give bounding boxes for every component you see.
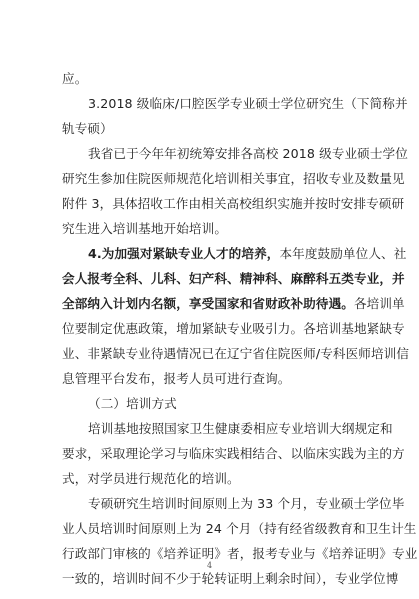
body-text (62, 66, 418, 591)
bold-text: 全部纳入计划内名额，享受国家和省财政补助待遇。 (62, 296, 354, 311)
text-segment: 各培训单 (353, 296, 405, 311)
text-line: 业人员培训时间原则上为 24 个月（持有经省级教育和卫生计生 (62, 521, 417, 536)
text-segment: 本年度鼓励单位人、社 (279, 246, 407, 261)
text-line: 业、非紧缺专业待遇情况已在辽宁省住院医师/专科医师培训信 (62, 346, 410, 361)
text-line: 究生进入培训基地开始培训。 (62, 221, 228, 236)
text-line: 轨专硕） (62, 121, 113, 136)
text-line: 要求，采取理论学习与临床实践相结合、以临床实践为主的方 (62, 446, 405, 461)
text-line: 行政部门审核的《培养证明》者，报考专业与《培养证明》专业 (62, 546, 418, 561)
text-line: 专硕研究生培训时间原则上为 33 个月，专业硕士学位毕 (88, 496, 405, 511)
text-line: 培训基地按照国家卫生健康委相应专业培训大纲规定和 (88, 421, 393, 436)
text-line: 息管理平台发布，报考人员可进行查询。 (62, 371, 291, 386)
text-line: 应。 (62, 71, 88, 86)
text-line: 位要制定优惠政策，增加紧缺专业吸引力。各培训基地紧缺专 (62, 321, 405, 336)
text-line: 一致的，培训时间不少于轮转证明上剩余时间），专业学位博 (62, 571, 399, 586)
text-line: 式，对学员进行规范化的培训。 (62, 471, 240, 486)
text-line (62, 241, 407, 266)
text-line: 会人报考全科、儿科、妇产科、精神科、麻醉科五类专业，并 (62, 271, 405, 286)
text-line: 研究生参加住院医师规范化培训相关事宜，招收专业及数量见 (62, 171, 405, 186)
text-line: 3.2018 级临床/口腔医学专业硕士学位研究生（下简称并 (88, 96, 408, 111)
text-line (62, 291, 405, 316)
bold-text: 4.为加强对紧缺专业人才的培养， (88, 246, 280, 261)
text-line: 附件 3，具体招收工作由相关高校组织实施并按时安排专硕研 (62, 196, 405, 211)
page-number: 4 (206, 561, 213, 570)
text-line: 我省已于今年年初统筹安排各高校 2018 级专业硕士学位 (88, 146, 408, 161)
section-heading: （二）培训方式 (88, 396, 177, 411)
